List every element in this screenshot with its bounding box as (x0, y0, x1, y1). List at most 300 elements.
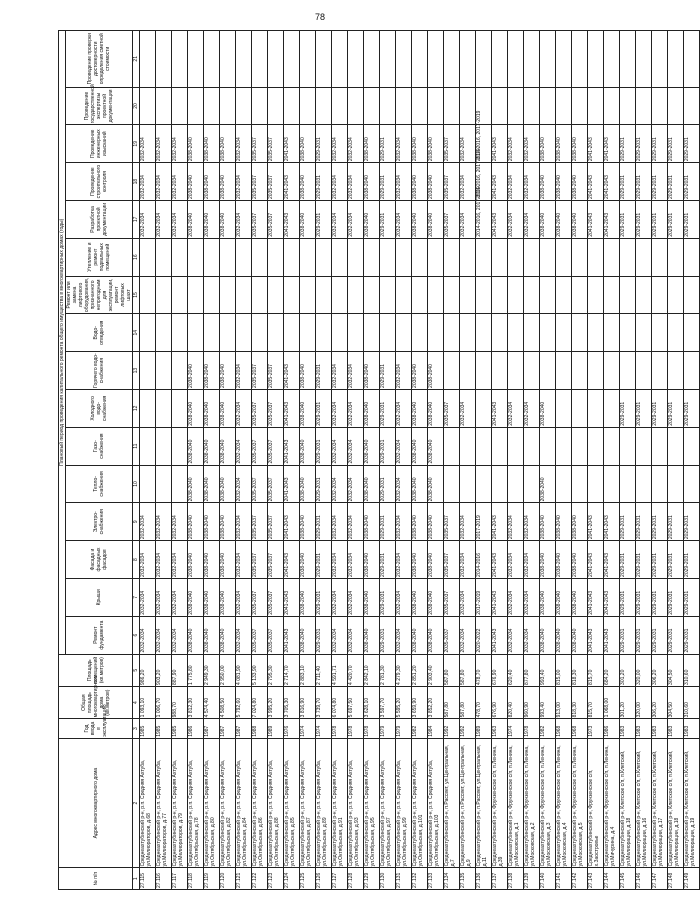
row-period-cell: 2038-2040 (540, 389, 556, 427)
row-period-cell (204, 238, 220, 276)
row-period-cell (460, 427, 476, 465)
row-period-cell: 2038-2040 (204, 352, 220, 390)
row-period-cell (652, 465, 668, 503)
row-period-cell (460, 238, 476, 276)
row-address: Среднеахтубинский р-н, Фрунзенское с/п, п.Ленина, ул.Мичурина, д.4 (604, 738, 620, 868)
header-sub-column: Водо-отведения (66, 314, 133, 352)
row-period-cell (300, 276, 316, 314)
row-living-area: 310,60 (684, 654, 700, 686)
row-period-cell: 2038-2040 (572, 578, 588, 616)
row-period-cell (140, 465, 156, 503)
row-address: Среднеахтубинский р-н, Фрунзенское с/п, п.Ленина, ул.Московская, д.4 (556, 738, 572, 868)
row-period-cell: 2032-2034 (332, 125, 348, 163)
row-number: 27.130 (380, 868, 396, 890)
row-number: 27.118 (188, 868, 204, 890)
row-period-cell: 2035-2037 (444, 616, 460, 654)
row-address: Среднеахтубинский р-н, Фрунзенское с/п, п.Ленина, ул.Московская, д.2 (524, 738, 540, 868)
row-period-cell: 2035-2037 (444, 503, 460, 541)
row-period-cell (172, 31, 188, 88)
row-period-cell (540, 87, 556, 125)
row-period-cell: 2029-2031 (668, 163, 684, 201)
table-row (508, 31, 524, 890)
header-sub-column: Холодного водо-снабжения (66, 389, 133, 427)
row-period-cell (492, 314, 508, 352)
row-period-cell: 2035-2037 (268, 200, 284, 238)
row-period-cell (380, 238, 396, 276)
row-period-cell: 2029-2031 (620, 541, 636, 579)
row-period-cell (668, 427, 684, 465)
row-period-cell (460, 31, 476, 88)
row-period-cell: 2032-2034 (172, 578, 188, 616)
row-period-cell: 2038-2040 (364, 389, 380, 427)
row-period-cell: 2029-2031 (380, 125, 396, 163)
row-address: Среднеахтубинский р-н, р.п. Средняя Ахтуба, ул.Мелиораторов, д.79 (172, 738, 188, 868)
row-period-cell: 2038-2040 (428, 616, 444, 654)
column-number: 13 (133, 352, 140, 390)
row-living-area: 887,90 (172, 654, 188, 686)
table-header (59, 31, 140, 890)
row-address: Среднеахтубинский р-н, п.Рассвет, ул.Центральная, д.11 (476, 738, 492, 868)
row-period-cell: 2032-2034 (140, 163, 156, 201)
row-address: Среднеахтубинский р-н, р.п. Средняя Ахтуба, ул.Октябрьская, д.86 (252, 738, 268, 868)
row-year: 1986 (604, 719, 620, 738)
row-period-cell: 2038-2040 (428, 200, 444, 238)
row-address: Среднеахтубинский р-н, р.п. Средняя Ахтуба, ул.Октябрьская, д.85 (284, 738, 300, 868)
document-sheet (58, 30, 696, 890)
row-period-cell: 2035-2037 (444, 125, 460, 163)
row-period-cell (556, 389, 572, 427)
row-period-cell (524, 31, 540, 88)
row-period-cell (316, 276, 332, 314)
row-period-cell (188, 31, 204, 88)
row-period-cell (252, 314, 268, 352)
row-period-cell: 2029-2031 (380, 503, 396, 541)
header-living-area: Площадь помещений (кв.метров) (59, 654, 133, 686)
table-row (284, 31, 300, 890)
row-period-cell: 2032-2034 (460, 541, 476, 579)
row-period-cell: 2032-2034 (140, 616, 156, 654)
row-address: Среднеахтубинский р-н, Клетское с/п, п.Клетский, ул.Мелиорации, д.16 (636, 738, 652, 868)
row-year: 1983 (668, 719, 684, 738)
row-address: Среднеахтубинский р-н, р.п. Средняя Ахтуба, ул.Мелиораторов, д.68 (140, 738, 156, 868)
row-period-cell (684, 427, 700, 465)
row-period-cell (620, 238, 636, 276)
row-period-cell (572, 87, 588, 125)
row-number: 27.133 (428, 868, 444, 890)
row-period-cell (412, 276, 428, 314)
row-period-cell: 2032-2034 (348, 389, 364, 427)
row-period-cell: 2032-2034 (396, 616, 412, 654)
row-period-cell (508, 314, 524, 352)
row-period-cell (380, 31, 396, 88)
column-number: 15 (133, 276, 140, 314)
row-period-cell (236, 31, 252, 88)
row-period-cell: 2038-2040 (364, 125, 380, 163)
column-number: 10 (133, 465, 140, 503)
row-period-cell (444, 427, 460, 465)
row-period-cell: 2038-2040 (300, 163, 316, 201)
row-period-cell: 2029-2031 (620, 125, 636, 163)
capital-repair-table (58, 30, 700, 890)
row-period-cell: 2032-2034 (460, 616, 476, 654)
row-address: Среднеахтубинский р-н, Фрунзенское с/п, п.Ленина, ул.Московская, д.3 (540, 738, 556, 868)
table-row (348, 31, 364, 890)
row-period-cell: 2032-2034 (236, 200, 252, 238)
table-row (588, 31, 604, 890)
row-period-cell: 2035-2037 (252, 465, 268, 503)
row-period-cell (652, 238, 668, 276)
table-row (316, 31, 332, 890)
row-period-cell (492, 427, 508, 465)
row-period-cell (284, 238, 300, 276)
row-period-cell (252, 87, 268, 125)
row-year: 1992 (460, 719, 476, 738)
row-period-cell (572, 276, 588, 314)
row-period-cell (444, 31, 460, 88)
row-period-cell (444, 276, 460, 314)
row-period-cell: 2035-2037 (444, 200, 460, 238)
row-living-area: 2 949,30 (204, 654, 220, 686)
row-number: 27.124 (284, 868, 300, 890)
header-sub-column: Проведение государственной экспертизы проектной документации (66, 87, 133, 125)
column-number: 11 (133, 427, 140, 465)
row-period-cell: 2038-2040 (220, 389, 236, 427)
row-period-cell: 2032-2034 (348, 200, 364, 238)
row-living-area: 587,80 (444, 654, 460, 686)
row-period-cell: 2038-2040 (412, 200, 428, 238)
row-period-cell (476, 31, 492, 88)
row-living-area: 2 851,20 (412, 654, 428, 686)
row-period-cell (636, 352, 652, 390)
row-period-cell (668, 465, 684, 503)
row-period-cell (572, 314, 588, 352)
row-period-cell: 2038-2040 (300, 578, 316, 616)
page-number: 78 (314, 12, 325, 22)
row-period-cell (332, 314, 348, 352)
row-address: Среднеахтубинский р-н, р.п. Средняя Ахтуба, ул.Октябрьская, д.93 (348, 738, 364, 868)
row-period-cell: 2032-2034 (396, 541, 412, 579)
row-period-cell: 2035-2037 (268, 503, 284, 541)
row-period-cell: 2038-2040 (572, 163, 588, 201)
row-number: 27.119 (204, 868, 220, 890)
row-period-cell: 2032-2034 (348, 578, 364, 616)
column-number: 17 (133, 200, 140, 238)
column-number: 4 (133, 686, 140, 718)
row-number: 27.139 (524, 868, 540, 890)
row-year: 1987 (220, 719, 236, 738)
row-period-cell: 2041-2043 (284, 503, 300, 541)
row-period-cell: 2038-2040 (428, 389, 444, 427)
row-period-cell: 2032-2034 (460, 125, 476, 163)
row-period-cell (428, 31, 444, 88)
row-period-cell (588, 276, 604, 314)
row-period-cell: 2032-2034 (140, 541, 156, 579)
row-living-area: 620,40 (508, 654, 524, 686)
column-number: 7 (133, 578, 140, 616)
row-period-cell: 2041-2043 (492, 578, 508, 616)
row-period-cell: 2038-2040 (572, 616, 588, 654)
row-period-cell (460, 87, 476, 125)
row-number: 27.135 (460, 868, 476, 890)
row-period-cell (476, 352, 492, 390)
row-period-cell (492, 465, 508, 503)
row-period-cell (652, 31, 668, 88)
row-living-area: 684,20 (604, 654, 620, 686)
row-period-cell: 2038-2040 (204, 503, 220, 541)
row-period-cell: 2032-2034 (508, 578, 524, 616)
row-period-cell: 2032-2034 (508, 389, 524, 427)
row-period-cell: 2038-2040 (556, 503, 572, 541)
row-period-cell: 2029-2031 (668, 200, 684, 238)
row-year: 1978 (524, 719, 540, 738)
row-total-area: 587,80 (460, 686, 476, 718)
row-period-cell: 2032-2034 (460, 200, 476, 238)
row-total-area: 320,00 (636, 686, 652, 718)
row-period-cell (620, 276, 636, 314)
row-period-cell (396, 238, 412, 276)
row-living-area: 815,00 (556, 654, 572, 686)
row-total-area: 3 659,90 (412, 686, 428, 718)
row-period-cell: 2032-2034 (332, 616, 348, 654)
row-period-cell: 2029-2031 (316, 125, 332, 163)
row-period-cell (492, 238, 508, 276)
row-period-cell: 2038-2040 (428, 163, 444, 201)
row-period-cell (604, 352, 620, 390)
table-row (300, 31, 316, 890)
row-period-cell: 2038-2040 (412, 541, 428, 579)
row-period-cell (156, 87, 172, 125)
row-period-cell (156, 238, 172, 276)
row-number: 27.126 (316, 868, 332, 890)
row-period-cell (684, 31, 700, 88)
row-period-cell (300, 238, 316, 276)
row-period-cell: 2029-2031 (316, 427, 332, 465)
row-period-cell: 2041-2043 (284, 616, 300, 654)
row-period-cell (412, 31, 428, 88)
row-period-cell: 2032-2034 (396, 125, 412, 163)
row-period-cell: 2029-2031 (636, 200, 652, 238)
row-year: 1974 (508, 719, 524, 738)
row-period-cell: 2029-2031 (380, 352, 396, 390)
table-row (412, 31, 428, 890)
row-period-cell: 2032-2034 (460, 389, 476, 427)
row-period-cell: 2041-2043 (604, 503, 620, 541)
row-period-cell (540, 31, 556, 88)
row-period-cell: 2032-2034 (524, 389, 540, 427)
row-year: 1987 (236, 719, 252, 738)
row-total-area: 3 995,20 (268, 686, 284, 718)
row-period-cell: 2038-2040 (412, 427, 428, 465)
row-period-cell (524, 427, 540, 465)
row-period-cell (492, 31, 508, 88)
table-row (492, 31, 508, 890)
row-period-cell: 2038-2040 (220, 541, 236, 579)
row-address: Среднеахтубинский р-н, р.п. Средняя Ахтуба, ул.Октябрьская, д.88 (268, 738, 284, 868)
row-period-cell: 2038-2040 (204, 465, 220, 503)
row-period-cell: 2032-2034 (172, 616, 188, 654)
row-period-cell: 2038-2040 (220, 427, 236, 465)
row-total-area: 3 628,10 (364, 686, 380, 718)
row-period-cell (172, 352, 188, 390)
row-period-cell: 2041-2043 (588, 616, 604, 654)
row-period-cell: 2032-2034 (332, 200, 348, 238)
row-living-area: 2 714,70 (284, 654, 300, 686)
row-period-cell: 2032-2034 (508, 503, 524, 541)
row-period-cell (204, 276, 220, 314)
row-period-cell (172, 314, 188, 352)
row-period-cell: 2041-2043 (588, 578, 604, 616)
row-period-cell (572, 31, 588, 88)
row-living-area: 306,20 (652, 654, 668, 686)
row-living-area: 304,50 (668, 654, 684, 686)
row-period-cell (444, 314, 460, 352)
row-period-cell: 2038-2040 (188, 200, 204, 238)
row-period-cell (556, 314, 572, 352)
row-period-cell (412, 238, 428, 276)
row-period-cell: 2017-2019 (476, 578, 492, 616)
row-period-cell (524, 87, 540, 125)
row-living-area: 4 591,71 (332, 654, 348, 686)
row-total-area: 820,40 (508, 686, 524, 718)
row-period-cell (236, 276, 252, 314)
table-row (460, 31, 476, 890)
row-period-cell: 2029-2031 (316, 200, 332, 238)
table-row (604, 31, 620, 890)
row-total-area: 304,50 (668, 686, 684, 718)
row-period-cell (348, 314, 364, 352)
row-total-area: 988,70 (172, 686, 188, 718)
row-address: Среднеахтубинский р-н, р.п. Средняя Ахтуба, ул.Октябрьская, д.103 (428, 738, 444, 868)
row-period-cell (604, 389, 620, 427)
row-period-cell: 2038-2040 (188, 352, 204, 390)
row-period-cell: 2038-2040 (188, 389, 204, 427)
header-sub-column: Утепление и ремонт подвальных помещений (66, 238, 133, 276)
row-year: 1976 (284, 719, 300, 738)
row-period-cell (172, 389, 188, 427)
row-period-cell: 2029-2031 (620, 389, 636, 427)
row-period-cell: 2032-2034 (396, 389, 412, 427)
row-period-cell: 2035-2037 (252, 616, 268, 654)
row-period-cell: 2029-2031 (316, 503, 332, 541)
row-period-cell: 2029-2031 (668, 503, 684, 541)
row-period-cell (684, 276, 700, 314)
row-number: 27.121 (236, 868, 252, 890)
row-period-cell (556, 352, 572, 390)
row-year: 1963 (492, 719, 508, 738)
row-period-cell: 2029-2031 (316, 616, 332, 654)
row-period-cell (588, 87, 604, 125)
row-period-cell: 2038-2040 (364, 465, 380, 503)
row-period-cell (236, 238, 252, 276)
row-period-cell (140, 238, 156, 276)
row-year: 1973 (588, 719, 604, 738)
row-period-cell (268, 314, 284, 352)
header-sub-column: Проведение строительного контроля (66, 163, 133, 201)
row-period-cell: 2041-2043 (284, 465, 300, 503)
row-period-cell: 2035-2037 (268, 578, 284, 616)
row-living-area: 877,80 (524, 654, 540, 686)
row-period-cell: 2035-2037 (252, 427, 268, 465)
row-period-cell (668, 31, 684, 88)
row-year: 1983 (684, 719, 700, 738)
row-year: 1988 (252, 719, 268, 738)
row-address: Среднеахтубинский р-н, п.Рассвет, ул.Центральная, д.7 (444, 738, 460, 868)
row-period-cell: 2032-2034 (524, 503, 540, 541)
row-period-cell (156, 314, 172, 352)
row-period-cell: 2035-2037 (268, 541, 284, 579)
row-living-area: 2 842,10 (364, 654, 380, 686)
row-period-cell: 2038-2040 (364, 616, 380, 654)
row-period-cell (604, 465, 620, 503)
row-period-cell (140, 427, 156, 465)
row-period-cell: 2032-2034 (508, 163, 524, 201)
row-total-area: 4 574,40 (204, 686, 220, 718)
row-period-cell: 2029-2031 (636, 163, 652, 201)
row-number: 27.140 (540, 868, 556, 890)
row-address: Среднеахтубинский р-н, Клетское с/п, п.Клетский, ул.Мелиорации, д.18 (668, 738, 684, 868)
row-period-cell: 2038-2040 (556, 578, 572, 616)
row-period-cell (364, 31, 380, 88)
row-period-cell (508, 276, 524, 314)
row-period-cell (188, 276, 204, 314)
row-year: 1985 (172, 719, 188, 738)
row-total-area: 3 852,20 (428, 686, 444, 718)
row-period-cell: 2035-2037 (444, 541, 460, 579)
row-period-cell: 2032-2034 (236, 541, 252, 579)
column-number: 6 (133, 616, 140, 654)
row-period-cell (332, 87, 348, 125)
column-number: 5 (133, 654, 140, 686)
row-period-cell (380, 276, 396, 314)
row-period-cell (140, 87, 156, 125)
row-period-cell: 2020-2022 (476, 616, 492, 654)
row-period-cell: 2041-2043 (604, 200, 620, 238)
row-period-cell (556, 465, 572, 503)
row-period-cell (668, 238, 684, 276)
row-period-cell: 2029-2031 (316, 541, 332, 579)
column-number: 20 (133, 87, 140, 125)
row-period-cell: 2029-2031 (652, 125, 668, 163)
row-number: 27.127 (332, 868, 348, 890)
row-period-cell: 2038-2040 (220, 503, 236, 541)
row-period-cell (556, 427, 572, 465)
row-period-cell (444, 352, 460, 390)
row-year: 1978 (332, 719, 348, 738)
row-address: Среднеахтубинский р-н, р.п. Средняя Ахтуба, ул.Октябрьская, д.84 (236, 738, 252, 868)
row-period-cell: 2038-2040 (572, 125, 588, 163)
row-period-cell (204, 314, 220, 352)
row-address: Среднеахтубинский р-н, р.п. Средняя Ахтуба, ул.Октябрьская, д.101 (412, 738, 428, 868)
row-total-area: 5 792,60 (236, 686, 252, 718)
row-period-cell (156, 427, 172, 465)
row-period-cell (684, 352, 700, 390)
row-period-cell (476, 427, 492, 465)
row-period-cell (476, 238, 492, 276)
column-number: 16 (133, 238, 140, 276)
row-total-area: 5 595,20 (396, 686, 412, 718)
row-period-cell (428, 314, 444, 352)
row-period-cell (620, 314, 636, 352)
row-period-cell (220, 238, 236, 276)
row-period-cell: 2032-2034 (172, 200, 188, 238)
row-number: 27.148 (668, 868, 684, 890)
row-period-cell: 2038-2040 (220, 465, 236, 503)
row-living-area: 2 950,00 (220, 654, 236, 686)
row-address: Среднеахтубинский р-н, р.п. Средняя Ахтуба, ул.Октябрьская, д.91 (332, 738, 348, 868)
row-living-area: 2 711,40 (316, 654, 332, 686)
table-row (396, 31, 412, 890)
row-period-cell: 2038-2040 (188, 465, 204, 503)
